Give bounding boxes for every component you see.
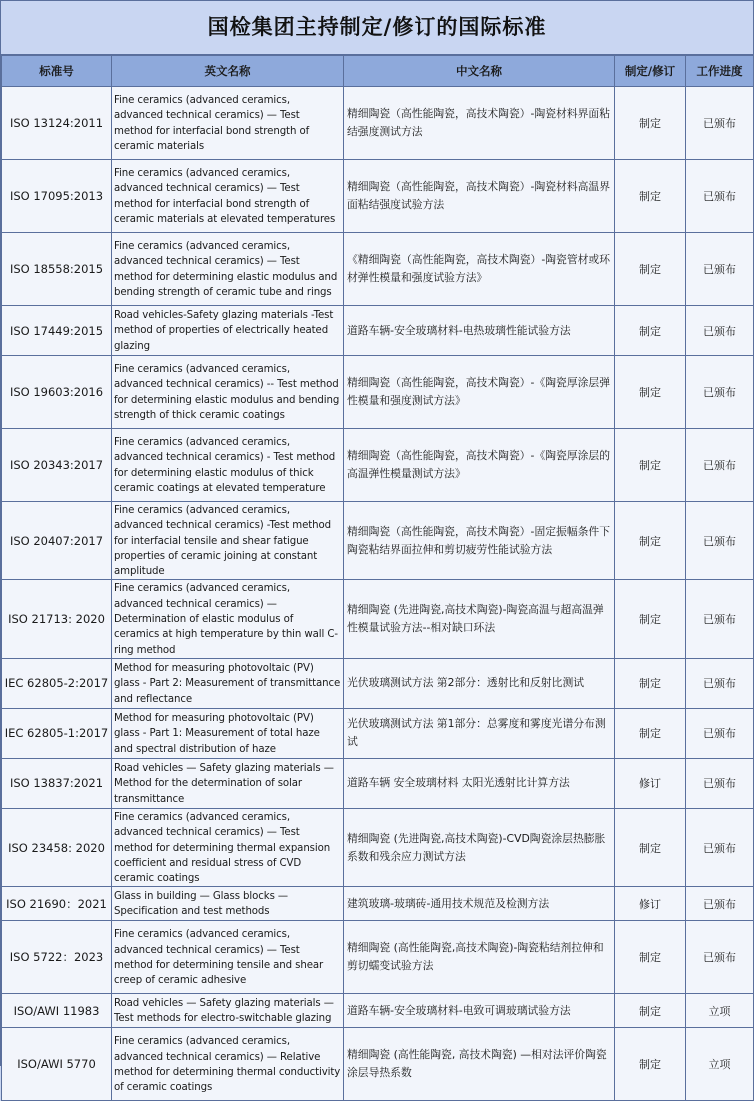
header-type: 制定/修订: [615, 56, 686, 87]
type-cell: 制定: [615, 658, 686, 708]
table-row: [2, 708, 754, 758]
type-cell: 制定: [615, 233, 686, 306]
english-name: Glass in building — Glass blocks — Specification and test methods: [112, 887, 344, 921]
table-row: [2, 356, 754, 429]
english-name: Fine ceramics (advanced ceramics, advanced technical ceramics) - Test method for determining elastic modulus of thick ceramic coatings at elevated temperature: [112, 429, 344, 502]
status-cell: 已颁布: [686, 580, 754, 658]
type-cell: 制定: [615, 1028, 686, 1101]
english-name: Fine ceramics (advanced ceramics, advanced technical ceramics) — Test method for determining elastic modulus and bending strength of ceramic tube and rings: [112, 233, 344, 306]
table-row: [2, 758, 754, 808]
type-cell: 制定: [615, 160, 686, 233]
status-cell: 立项: [686, 1028, 754, 1101]
type-cell: 制定: [615, 580, 686, 658]
header-code: 标准号: [2, 56, 112, 87]
status-cell: 已颁布: [686, 233, 754, 306]
english-name: Fine ceramics (advanced ceramics, advanced technical ceramics) -- Test method for determining elastic modulus and bending strength of thick ceramic coatings: [112, 356, 344, 429]
english-name: Method for measuring photovoltaic (PV) glass - Part 2: Measurement of transmittance and reflectance: [112, 658, 344, 708]
table-row: [2, 994, 754, 1028]
chinese-name: 精细陶瓷 (先进陶瓷,高技术陶瓷)-CVD陶瓷涂层热膨胀系数和残余应力测试方法: [344, 808, 615, 886]
standards-table: [1, 55, 754, 1101]
status-cell: 已颁布: [686, 758, 754, 808]
english-name: Method for measuring photovoltaic (PV) glass - Part 1: Measurement of total haze and spectral distribution of haze: [112, 708, 344, 758]
standard-code: ISO 19603:2016: [2, 356, 112, 429]
type-cell: 修订: [615, 758, 686, 808]
standard-code: IEC 62805-1:2017: [2, 708, 112, 758]
status-cell: 已颁布: [686, 808, 754, 886]
table-header-row: [2, 56, 754, 87]
standard-code: ISO 13124:2011: [2, 87, 112, 160]
table-row: [2, 808, 754, 886]
chinese-name: 光伏玻璃测试方法 第2部分：透射比和反射比测试: [344, 658, 615, 708]
status-cell: 已颁布: [686, 87, 754, 160]
table-row: [2, 658, 754, 708]
type-cell: 制定: [615, 87, 686, 160]
chinese-name: 精细陶瓷 (先进陶瓷,高技术陶瓷)-陶瓷高温与超高温弹性模量试验方法--相对缺口环法: [344, 580, 615, 658]
standard-code: ISO/AWI 11983: [2, 994, 112, 1028]
chinese-name: 道路车辆 安全玻璃材料 太阳光透射比计算方法: [344, 758, 615, 808]
type-cell: 制定: [615, 356, 686, 429]
type-cell: 制定: [615, 808, 686, 886]
english-name: Fine ceramics (advanced ceramics, advanced technical ceramics) — Test method for interfacial bond strength of ceramic materials: [112, 87, 344, 160]
table-row: [2, 87, 754, 160]
status-cell: 立项: [686, 994, 754, 1028]
status-cell: 已颁布: [686, 356, 754, 429]
english-name: Fine ceramics (advanced ceramics, advanced technical ceramics) — Test method for determining thermal expansion coefficient and residual stress of CVD ceramic coatings: [112, 808, 344, 886]
status-cell: 已颁布: [686, 502, 754, 580]
chinese-name: 精细陶瓷（高性能陶瓷，高技术陶瓷）-固定振幅条件下陶瓷粘结界面拉伸和剪切疲劳性能试验方法: [344, 502, 615, 580]
status-cell: 已颁布: [686, 429, 754, 502]
status-cell: 已颁布: [686, 658, 754, 708]
header-status: 工作进度: [686, 56, 754, 87]
standard-code: ISO 20343:2017: [2, 429, 112, 502]
table-row: [2, 160, 754, 233]
standard-code: ISO 20407:2017: [2, 502, 112, 580]
english-name: Road vehicles-Safety glazing materials -Test method of properties of electrically heated glazing: [112, 306, 344, 356]
standard-code: ISO 13837:2021: [2, 758, 112, 808]
chinese-name: 精细陶瓷（高性能陶瓷，高技术陶瓷）-《陶瓷厚涂层弹性模量和强度测试方法》: [344, 356, 615, 429]
chinese-name: 道路车辆-安全玻璃材料-电热玻璃性能试验方法: [344, 306, 615, 356]
chinese-name: 道路车辆-安全玻璃材料-电致可调玻璃试验方法: [344, 994, 615, 1028]
type-cell: 制定: [615, 708, 686, 758]
type-cell: 制定: [615, 429, 686, 502]
english-name: Road vehicles — Safety glazing materials — Method for the determination of solar transmittance: [112, 758, 344, 808]
header-chinese-name: 中文名称: [344, 56, 615, 87]
english-name: Fine ceramics (advanced ceramics, advanced technical ceramics) — Determination of elastic modulus of ceramics at high temperature by thin wall C-ring method: [112, 580, 344, 658]
status-cell: 已颁布: [686, 306, 754, 356]
english-name: Road vehicles — Safety glazing materials — Test methods for electro-switchable glazing: [112, 994, 344, 1028]
standard-code: ISO 18558:2015: [2, 233, 112, 306]
english-name: Fine ceramics (advanced ceramics, advanced technical ceramics) — Relative method for determining thermal conductivity of ceramic coatings: [112, 1028, 344, 1101]
chinese-name: 建筑玻璃-玻璃砖-通用技术规范及检测方法: [344, 887, 615, 921]
status-cell: 已颁布: [686, 160, 754, 233]
type-cell: 制定: [615, 306, 686, 356]
table-row: [2, 1028, 754, 1101]
chinese-name: 光伏玻璃测试方法 第1部分：总雾度和雾度光谱分布测试: [344, 708, 615, 758]
standard-code: ISO/AWI 5770: [2, 1028, 112, 1101]
table-row: [2, 233, 754, 306]
standard-code: ISO 21690：2021: [2, 887, 112, 921]
table-row: [2, 306, 754, 356]
header-english-name: 英文名称: [112, 56, 344, 87]
chinese-name: 精细陶瓷 (高性能陶瓷,高技术陶瓷)-陶瓷粘结剂拉伸和剪切蠕变试验方法: [344, 921, 615, 994]
type-cell: 制定: [615, 994, 686, 1028]
table-row: [2, 429, 754, 502]
standard-code: ISO 17449:2015: [2, 306, 112, 356]
status-cell: 已颁布: [686, 708, 754, 758]
standard-code: ISO 23458: 2020: [2, 808, 112, 886]
english-name: Fine ceramics (advanced ceramics, advanced technical ceramics) — Test method for interfacial bond strength of ceramic materials at elevated temperatures: [112, 160, 344, 233]
status-cell: 已颁布: [686, 921, 754, 994]
table-row: [2, 580, 754, 658]
type-cell: 制定: [615, 502, 686, 580]
chinese-name: 精细陶瓷（高性能陶瓷，高技术陶瓷）-陶瓷材料高温界面粘结强度试验方法: [344, 160, 615, 233]
table-row: [2, 502, 754, 580]
standard-code: ISO 17095:2013: [2, 160, 112, 233]
chinese-name: 《精细陶瓷（高性能陶瓷，高技术陶瓷）-陶瓷管材或环材弹性模量和强度试验方法》: [344, 233, 615, 306]
english-name: Fine ceramics (advanced ceramics, advanced technical ceramics) -Test method for interfacial tensile and shear fatigue properties of ceramic joining at constant amplitude: [112, 502, 344, 580]
page-title: 国检集团主持制定/修订的国际标准: [1, 1, 753, 55]
table-row: [2, 921, 754, 994]
chinese-name: 精细陶瓷（高性能陶瓷，高技术陶瓷）-陶瓷材料界面粘结强度测试方法: [344, 87, 615, 160]
standard-code: IEC 62805-2:2017: [2, 658, 112, 708]
type-cell: 制定: [615, 921, 686, 994]
standard-code: ISO 21713: 2020: [2, 580, 112, 658]
chinese-name: 精细陶瓷 (高性能陶瓷, 高技术陶瓷) —相对法评价陶瓷涂层导热系数: [344, 1028, 615, 1101]
chinese-name: 精细陶瓷（高性能陶瓷，高技术陶瓷）-《陶瓷厚涂层的高温弹性模量测试方法》: [344, 429, 615, 502]
table-row: [2, 887, 754, 921]
english-name: Fine ceramics (advanced ceramics, advanced technical ceramics) — Test method for determining tensile and shear creep of ceramic adhesive: [112, 921, 344, 994]
standard-code: ISO 5722：2023: [2, 921, 112, 994]
status-cell: 已颁布: [686, 887, 754, 921]
type-cell: 修订: [615, 887, 686, 921]
